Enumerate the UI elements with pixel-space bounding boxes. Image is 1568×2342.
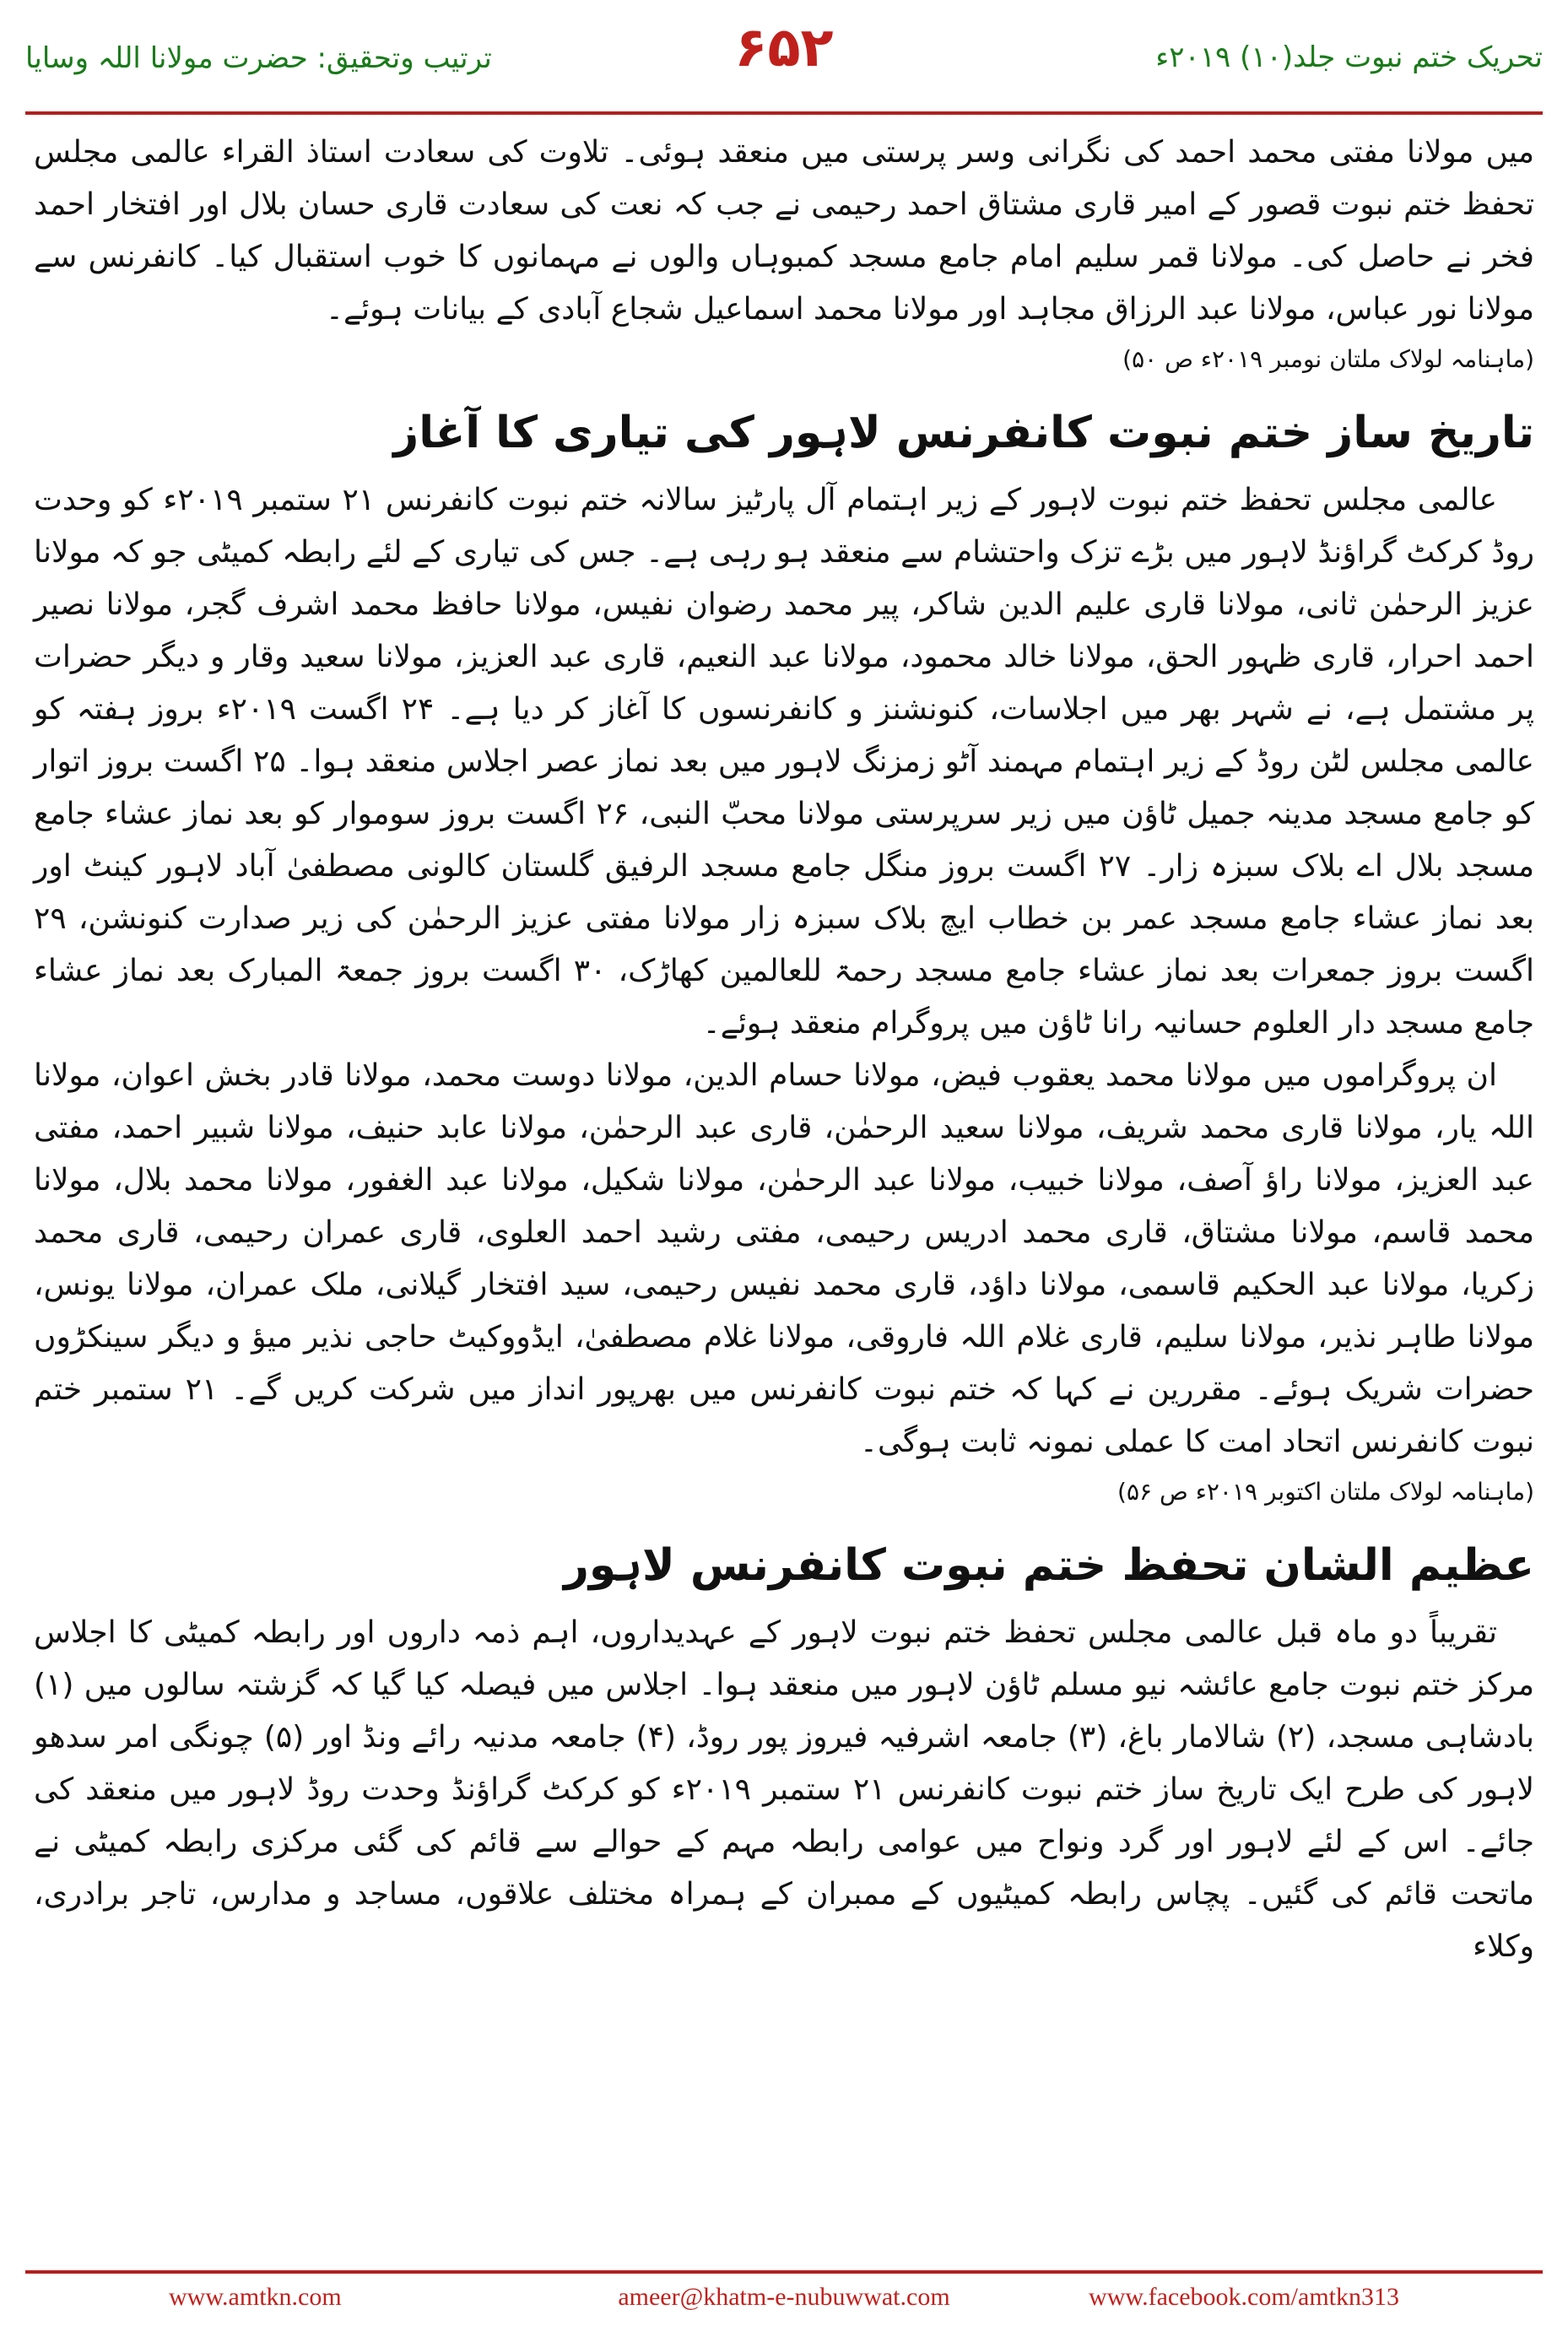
page-footer [25,2283,1543,2325]
header-divider [25,111,1543,115]
paragraph: عالمی مجلس تحفظ ختم نبوت لاہور کے زیر اہتمام آل پارٹیز سالانہ ختم نبوت کانفرنس ۲۱ ستمبر ۲۰۱۹ء کو وحدت روڈ کرکٹ گراؤنڈ لاہور میں بڑے تزک واحتشام سے منعقد ہو رہی ہے۔ جس کی تیاری کے لئے رابطہ کمیٹی جو کہ مولانا عزیز الرحمٰن ثانی، مولانا قاری علیم الدین شاکر، پیر محمد رضوان نفیس، مولانا حافظ محمد اشرف گجر، مولانا نصیر احمد احرار، قاری ظہور الحق، مولانا خالد محمود، مولانا عبد النعیم، قاری عبد العزیز، مولانا سعید وقار و دیگر حضرات پر مشتمل ہے، نے شہر بھر میں اجلاسات، کنونشنز و کانفرنسوں کا آغاز کر دیا ہے۔ ۲۴ اگست ۲۰۱۹ء بروز ہفتہ کو عالمی مجلس لٹن روڈ کے زیر اہتمام مہمند آٹو زمزنگ لاہور میں بعد نماز عصر اجلاس منعقد ہوا۔ ۲۵ اگست بروز اتوار کو جامع مسجد مدینہ جمیل ٹاؤن میں زیر سرپرستی مولانا محبّ النبی، ۲۶ اگست بروز سوموار کو بعد نماز عشاء جامع مسجد بلال اے بلاک سبزہ زار۔ ۲۷ اگست بروز منگل جامع مسجد الرفیق گلستان کالونی مصطفیٰ آباد لاہور کینٹ اور بعد نماز عشاء جامع مسجد عمر بن خطاب ایچ بلاک سبزہ زار مولانا مفتی عزیز الرحمٰن کی زیر صدارت کنونشن، ۲۹ اگست بروز جمعرات بعد نماز عشاء جامع مسجد رحمۃ للعالمین کھاڑک، ۳۰ اگست بروز جمعۃ المبارک بعد نماز عشاء جامع مسجد دار العلوم حسانیہ رانا ٹاؤن میں پروگرام منعقد ہوئے۔ [34,483,1535,1041]
source-citation: (ماہنامہ لولاک ملتان نومبر ۲۰۱۹ء ص ۵۰) [1122,345,1534,373]
compiler-credit: ترتیب وتحقیق: حضرت مولانا اللہ وسایا [25,41,492,75]
section-heading: عظیم الشان تحفظ ختم نبوت کانفرنس لاہور [564,1540,1534,1591]
page-header [25,17,1543,101]
paragraph: میں مولانا مفتی محمد احمد کی نگرانی وسر پرستی میں منعقد ہوئی۔ تلاوت کی سعادت استاذ القراء عالمی مجلس تحفظ ختم نبوت قصور کے امیر قاری مشتاق احمد رحیمی نے جب کہ نعت کی سعادت قاری حسان بلال اور افتخار احمد فخر نے حاصل کی۔ مولانا قمر سلیم امام جامع مسجد کمبوہاں والوں نے مہمانوں کا خوب استقبال کیا۔ کانفرنس سے مولانا نور عباس، مولانا عبد الرزاق مجاہد اور مولانا محمد اسماعیل شجاع آبادی کے بیانات ہوئے۔ [34,135,1534,327]
facebook-link[interactable]: www.facebook.com/amtkn313 [1089,2283,1399,2311]
paragraph: ان پروگراموں میں مولانا محمد یعقوب فیض، مولانا حسام الدین، مولانا دوست محمد، مولانا قادر بخش اعوان، مولانا اللہ یار، مولانا قاری محمد شریف، مولانا سعید الرحمٰن، قاری عبد الرحمٰن، مولانا عابد حنیف، مولانا شبیر احمد، مفتی عبد العزیز، مولانا راؤ آصف، مولانا خبیب، مولانا عبد الرحمٰن، مولانا شکیل، مولانا عبد الغفور، مولانا محمد بلال، مولانا محمد قاسم، مولانا مشتاق، قاری محمد ادریس رحیمی، مفتی رشید احمد العلوی، قاری عمران رحیمی، قاری محمد زکریا، مولانا عبد الحکیم قاسمی، مولانا داؤد، قاری محمد نفیس رحیمی، سید افتخار گیلانی، ملک عمران، مولانا یونس، مولانا طاہر نذیر، مولانا سلیم، قاری غلام اللہ فاروقی، مولانا غلام مصطفیٰ، ایڈووکیٹ حاجی نذیر میؤ و دیگر سینکڑوں حضرات شریک ہوئے۔ مقررین نے کہا کہ ختم نبوت کانفرنس میں بھرپور انداز میں شرکت کریں گے۔ ۲۱ ستمبر ختم نبوت کانفرنس اتحاد امت کا عملی نمونہ ثابت ہوگی۔ [34,1058,1534,1459]
page-body [34,127,1534,2258]
book-title: تحریک ختم نبوت جلد(۱۰) ۲۰۱۹ء [1155,41,1543,74]
source-citation: (ماہنامہ لولاک ملتان اکتوبر ۲۰۱۹ء ص ۵۶) [1117,1478,1534,1506]
section-heading: تاریخ ساز ختم نبوت کانفرنس لاہور کی تیاری کا آغاز [393,408,1534,458]
page-number: ۶۵۲ [734,17,834,79]
email-link[interactable]: ameer@khatm-e-nubuwwat.com [618,2283,950,2311]
website-link[interactable]: www.amtkn.com [169,2283,342,2311]
paragraph: تقریباً دو ماہ قبل عالمی مجلس تحفظ ختم نبوت لاہور کے عہدیداروں، اہم ذمہ داروں اور رابطہ کمیٹی کا اجلاس مرکز ختم نبوت جامع عائشہ نیو مسلم ٹاؤن لاہور میں منعقد ہوا۔ اجلاس میں فیصلہ کیا گیا کہ گزشتہ سالوں میں (۱) بادشاہی مسجد، (۲) شالامار باغ، (۳) جامعہ اشرفیہ فیروز پور روڈ، (۴) جامعہ مدنیہ رائے ونڈ اور (۵) چونگی امر سدھو لاہور کی طرح ایک تاریخ ساز ختم نبوت کانفرنس ۲۱ ستمبر ۲۰۱۹ء کو کرکٹ گراؤنڈ وحدت روڈ لاہور میں منعقد کی جائے۔ اس کے لئے لاہور اور گرد ونواح میں عوامی رابطہ مہم کے حوالے سے قائم کی گئی مرکزی رابطہ کمیٹی نے ماتحت قائم کی گئیں۔ پچاس رابطہ کمیٹیوں کے ممبران کے ہمراہ مختلف علاقوں، مساجد و مدارس، تاجر برادری، وکلاء [34,1615,1535,1964]
footer-divider [25,2270,1543,2274]
